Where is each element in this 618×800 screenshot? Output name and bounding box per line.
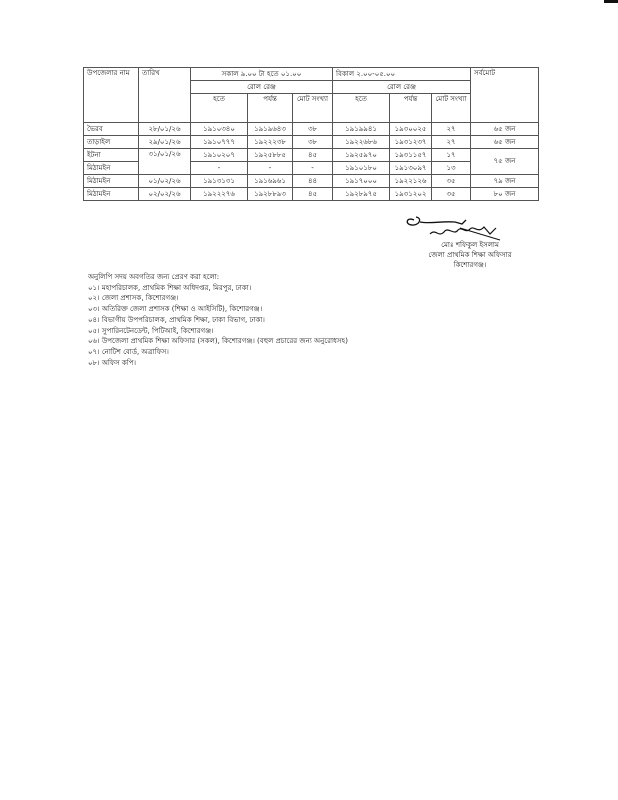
cell-morning-to: ১৯১৬৯৬১ xyxy=(248,175,293,188)
cell-afternoon-total: ১৩ xyxy=(432,162,471,175)
header-afternoon-to: পর্যন্ত xyxy=(390,94,432,123)
cell-grand-total: ৬৫ জন xyxy=(471,123,539,136)
cell-morning-from: ১৯১০২০৭ xyxy=(191,149,248,162)
table-row xyxy=(84,175,539,188)
header-upazila: উপজেলার নাম xyxy=(84,68,139,123)
cell-afternoon-total: ৩৫ xyxy=(432,188,471,201)
cell-upazila: মিঠামইন xyxy=(84,175,139,188)
cell-afternoon-total: ২৭ xyxy=(432,123,471,136)
list-item: ০৬। উপজেলা প্রাথমিক শিক্ষা অফিসার (সকল), কিশোরগঞ্জ। (বহুল প্রচারের জন্য অনুরোধসহ) xyxy=(88,337,348,346)
header-morning-to: পর্যন্ত xyxy=(248,94,293,123)
header-afternoon-total: মোট সংখ্যা xyxy=(432,94,471,123)
cell-morning-total: ৪৪ xyxy=(293,175,333,188)
cell-morning-total: ৩৮ xyxy=(293,123,333,136)
header-roll-range-afternoon: রোল রেঞ্জ xyxy=(333,81,471,94)
copies-intro: অনুলিপি সদয় অবগতির জন্য প্রেরণ করা হলো: xyxy=(88,273,220,281)
cell-date: ০১/০২/২৬ xyxy=(139,175,191,188)
officer-location: কিশোরগঞ্জ। xyxy=(453,261,487,269)
cell-upazila: মিঠামইন xyxy=(84,188,139,201)
signature-block xyxy=(390,212,550,270)
cell-morning-from: ১৯১০৭৭৭ xyxy=(191,136,248,149)
cell-morning-to: ১৯১৯৬৪৩ xyxy=(248,123,293,136)
cell-morning-from: ১৯১০৩৪০ xyxy=(191,123,248,136)
cell-afternoon-to: ১৯৩১২৩৭ xyxy=(390,136,432,149)
copy-distribution-list xyxy=(88,272,348,368)
cell-morning-from: ১৯২২২৭৬ xyxy=(191,188,248,201)
cell-afternoon-total: ১৭ xyxy=(432,149,471,162)
cell-afternoon-to: ১৯৩১২০২ xyxy=(390,188,432,201)
cell-afternoon-from: ১৯২৫৯৭০ xyxy=(333,149,390,162)
header-afternoon-from: হতে xyxy=(333,94,390,123)
table-row xyxy=(84,149,539,162)
cell-morning-total: ৪৫ xyxy=(293,188,333,201)
list-item: ০৭। নোটিশ বোর্ড, অত্রাফিস। xyxy=(88,347,169,356)
list-item: ০৪। বিভাগীয় উপপরিচালক, প্রাথমিক শিক্ষা, ঢাকা বিভাগ, ঢাকা। xyxy=(88,315,265,324)
exam-schedule-table xyxy=(83,67,539,201)
table-row xyxy=(84,123,539,136)
cell-afternoon-total: ২৭ xyxy=(432,136,471,149)
cell-afternoon-from: ১৯১৯৯৪১ xyxy=(333,123,390,136)
header-date: তারিখ xyxy=(139,68,191,123)
list-item: ০৮। অফিস কপি। xyxy=(88,358,137,367)
cell-morning-total: - xyxy=(293,162,333,175)
cell-date: ০২/০২/২৬ xyxy=(139,188,191,201)
list-item: ০৫। সুপারিনটেনডেন্ট, পিটিআই, কিশোরগঞ্জ। xyxy=(88,326,214,335)
signature-scrawl-icon xyxy=(400,212,540,242)
cell-morning-from: - xyxy=(191,162,248,175)
cell-afternoon-to: ১৯১৩০৯৭ xyxy=(390,162,432,175)
list-item: ০১। মহাপরিচালক, প্রাথমিক শিক্ষা অধিদপ্তর, মিরপুর, ঢাকা। xyxy=(88,283,252,292)
list-item: ০৩। অতিরিক্ত জেলা প্রশাসক (শিক্ষা ও আইসিটি), কিশোরগঞ্জ। xyxy=(88,305,263,314)
cell-grand-total: ৮০ জন xyxy=(471,188,539,201)
scan-artifact xyxy=(604,0,618,3)
cell-morning-total: ৪৫ xyxy=(293,149,333,162)
officer-name: মোঃ শফিকুল ইসলাম xyxy=(441,241,499,249)
header-morning-from: হতে xyxy=(191,94,248,123)
cell-afternoon-to: ১৯২২১২৬ xyxy=(390,175,432,188)
officer-designation: জেলা প্রাথমিক শিক্ষা অফিসার xyxy=(428,251,512,259)
table-row xyxy=(84,136,539,149)
cell-upazila: তাড়াইল xyxy=(84,136,139,149)
cell-morning-to: ১৯২২২৩৮ xyxy=(248,136,293,149)
handwritten-signature xyxy=(390,212,550,240)
cell-morning-to: ১৯২৮৮৯৩ xyxy=(248,188,293,201)
header-morning-total: মোট সংখ্যা xyxy=(293,94,333,123)
header-afternoon-session: বিকাল ২.০০-০৫.০০ xyxy=(333,68,471,81)
cell-date: ২৯/০১/২৬ xyxy=(139,136,191,149)
cell-afternoon-total: ৩৫ xyxy=(432,175,471,188)
cell-afternoon-to: ১৯৩০০২৫ xyxy=(390,123,432,136)
cell-grand-total: ৭৫ জন xyxy=(471,149,539,175)
cell-afternoon-from: ১৯১৭০০০ xyxy=(333,175,390,188)
cell-grand-total: ৭৯ জন xyxy=(471,175,539,188)
cell-morning-from: ১৯১৩১৩১ xyxy=(191,175,248,188)
cell-morning-to: - xyxy=(248,162,293,175)
list-item: ০২। জেলা প্রশাসক, কিশোরগঞ্জ। xyxy=(88,294,179,303)
table-row xyxy=(84,188,539,201)
cell-morning-total: ৩৮ xyxy=(293,136,333,149)
cell-upazila: ইটনা xyxy=(84,149,139,162)
header-morning-session: সকাল ৯.০০ টা হতে ০১.০০ xyxy=(191,68,333,81)
cell-date: ৩১/০১/২৬ xyxy=(139,149,191,175)
cell-morning-to: ১৯২৫৮৮৫ xyxy=(248,149,293,162)
header-grand-total: সর্বমোট xyxy=(471,68,539,123)
cell-afternoon-from: ১৯১০১৮০ xyxy=(333,162,390,175)
cell-grand-total: ৬৫ জন xyxy=(471,136,539,149)
cell-afternoon-from: ১৯২৮৯৭৫ xyxy=(333,188,390,201)
cell-afternoon-from: ১৯২২৬৮৬ xyxy=(333,136,390,149)
cell-afternoon-to: ১৯৩১১৫৭ xyxy=(390,149,432,162)
cell-upazila: মিঠামইন xyxy=(84,162,139,175)
cell-upazila: ভৈরব xyxy=(84,123,139,136)
header-roll-range-morning: রোল রেঞ্জ xyxy=(191,81,333,94)
cell-date: ২৮/০১/২৬ xyxy=(139,123,191,136)
